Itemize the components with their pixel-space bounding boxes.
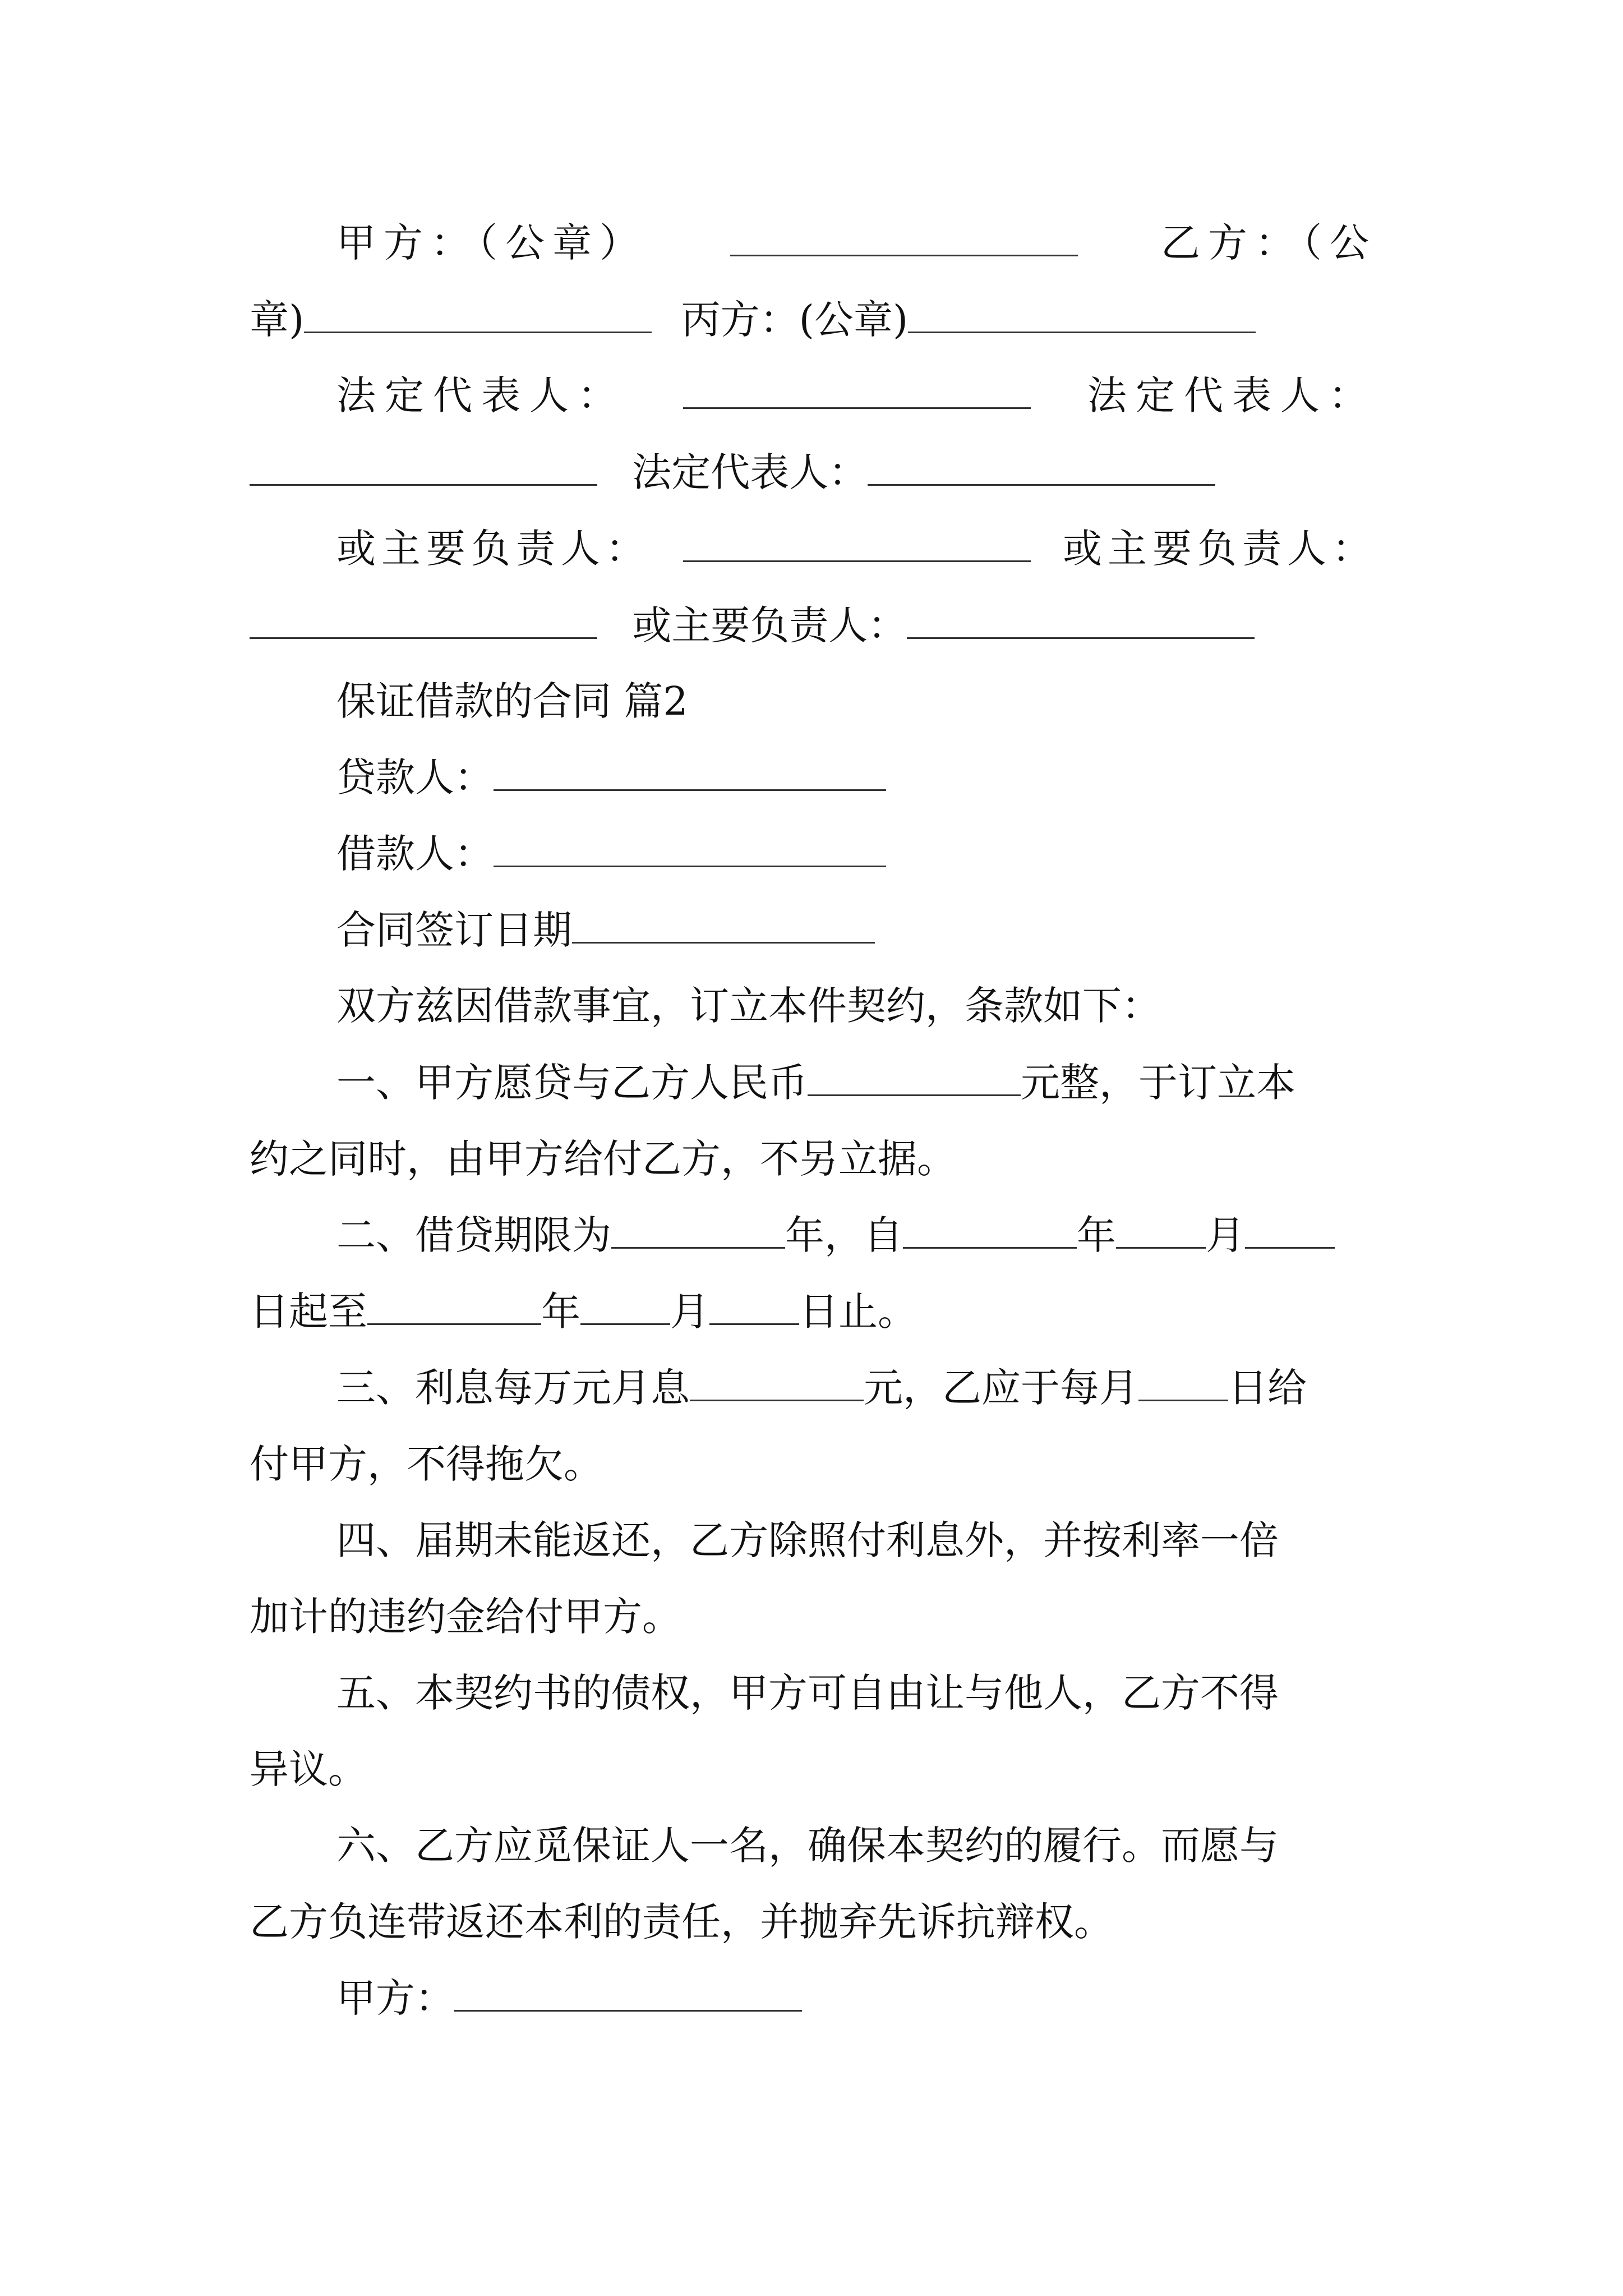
clause2-text-d: 月 (1206, 1212, 1245, 1258)
clause4-text-a: 四、届期未能返还，乙方除照付利息外，并按利率一倍 (336, 1517, 1279, 1563)
clause5-text-a: 五、本契约书的债权，甲方可自由让与他人，乙方不得 (336, 1670, 1279, 1716)
party-a-seal-blank[interactable] (730, 222, 1078, 256)
clause2-text-f: 年 (541, 1289, 580, 1335)
borrower-label: 借款人： (336, 831, 494, 877)
clause6-line1 (250, 1818, 1464, 1874)
head-c-label: 或主要负责人： (632, 602, 907, 648)
head-b-blank[interactable] (250, 605, 597, 639)
clause2-text-b: 年，自 (785, 1212, 903, 1258)
lender-line (250, 749, 1464, 806)
clause4-line2 (250, 1589, 1377, 1645)
borrower-blank[interactable] (494, 833, 886, 867)
head-a-label: 或主要负责人： (336, 526, 651, 572)
rep-c-label: 法定代表人： (632, 449, 868, 495)
clause6-line2 (250, 1894, 1377, 1950)
clause3-line2 (250, 1436, 1377, 1492)
intro-text: 双方兹因借款事宜，订立本件契约，条款如下： (336, 983, 1161, 1029)
contract-title (250, 673, 1464, 729)
rep-c-blank[interactable] (868, 452, 1215, 486)
start-year-blank[interactable] (903, 1214, 1077, 1249)
party-b-seal-label-start: 乙方：（公 (1161, 220, 1377, 266)
contract-title-text: 保证借款的合同 篇2 (336, 678, 688, 724)
loan-term-years-blank[interactable] (611, 1214, 785, 1249)
clause2-text-h: 日止。 (799, 1289, 917, 1335)
rep-a-label: 法定代表人： (336, 372, 626, 418)
signature-line-3 (250, 367, 1377, 424)
payment-day-blank[interactable] (1138, 1367, 1228, 1401)
end-day-blank[interactable] (709, 1291, 799, 1325)
clause3-text-c: 日给 (1228, 1365, 1307, 1411)
clause2-text-a: 二、借贷期限为 (336, 1212, 611, 1258)
monthly-interest-blank[interactable] (690, 1367, 864, 1401)
sign-date-line (250, 902, 1464, 958)
party-b-seal-blank[interactable] (304, 299, 652, 333)
clause3-line1 (250, 1360, 1464, 1416)
start-month-blank[interactable] (1116, 1214, 1206, 1249)
signature-line-1 (250, 215, 1377, 271)
signature-line-4 (250, 444, 1377, 500)
party-c-seal-blank[interactable] (908, 299, 1256, 333)
sign-date-blank[interactable] (572, 909, 875, 944)
party-a-seal-label: 甲方：（公章） (336, 220, 647, 266)
party-c-seal-label: 丙方：(公章) (681, 297, 909, 343)
party-b-seal-label-end: 章) (250, 297, 305, 343)
clause5-text-b: 异议。 (250, 1746, 367, 1792)
sign-date-label: 合同签订日期 (336, 907, 572, 953)
end-month-blank[interactable] (580, 1291, 670, 1325)
clause3-text-b: 元，乙应于每月 (864, 1365, 1138, 1411)
intro-line (250, 978, 1464, 1034)
lender-label: 贷款人： (336, 754, 494, 800)
clause4-text-b: 加计的违约金给付甲方。 (250, 1594, 681, 1640)
signature-line-5 (250, 521, 1377, 577)
borrower-line (250, 826, 1464, 882)
rep-b-blank[interactable] (250, 452, 597, 486)
clause1-text-a: 一、甲方愿贷与乙方人民币 (336, 1060, 808, 1106)
clause5-line2 (250, 1741, 1377, 1797)
loan-amount-blank[interactable] (808, 1062, 1021, 1096)
clause2-line1 (250, 1207, 1464, 1263)
rep-b-label: 法定代表人： (1087, 372, 1377, 418)
clause1-line1 (250, 1055, 1464, 1111)
party-a-signature-line (250, 1970, 1464, 2026)
clause2-line2 (250, 1283, 1377, 1340)
clause5-line1 (250, 1665, 1464, 1721)
signature-line-6 (250, 597, 1377, 654)
clause1-line2 (250, 1131, 1377, 1187)
clause1-text-b: 元整，于订立本 (1021, 1060, 1295, 1106)
lender-blank[interactable] (494, 757, 886, 791)
clause2-text-g: 月 (670, 1289, 709, 1335)
start-day-blank[interactable] (1245, 1214, 1335, 1249)
clause2-text-c: 年 (1077, 1212, 1116, 1258)
party-a-label: 甲方： (336, 1975, 454, 2021)
rep-a-blank[interactable] (683, 375, 1031, 409)
clause6-text-b: 乙方负连带返还本利的责任，并抛弃先诉抗辩权。 (250, 1899, 1113, 1945)
signature-line-2 (250, 292, 1377, 348)
clause3-text-a: 三、利息每万元月息 (336, 1365, 690, 1411)
party-a-signature-blank[interactable] (454, 1977, 802, 2012)
head-a-blank[interactable] (683, 528, 1031, 562)
clause4-line1 (250, 1512, 1464, 1568)
head-b-label: 或主要负责人： (1063, 526, 1377, 572)
head-c-blank[interactable] (907, 605, 1255, 639)
clause1-text-c: 约之同时，由甲方给付乙方，不另立据。 (250, 1136, 956, 1182)
end-year-blank[interactable] (367, 1291, 541, 1325)
clause2-text-e: 日起至 (250, 1289, 367, 1335)
clause3-text-d: 付甲方，不得拖欠。 (250, 1441, 603, 1487)
clause6-text-a: 六、乙方应觅保证人一名，确保本契约的履行。而愿与 (336, 1823, 1279, 1869)
